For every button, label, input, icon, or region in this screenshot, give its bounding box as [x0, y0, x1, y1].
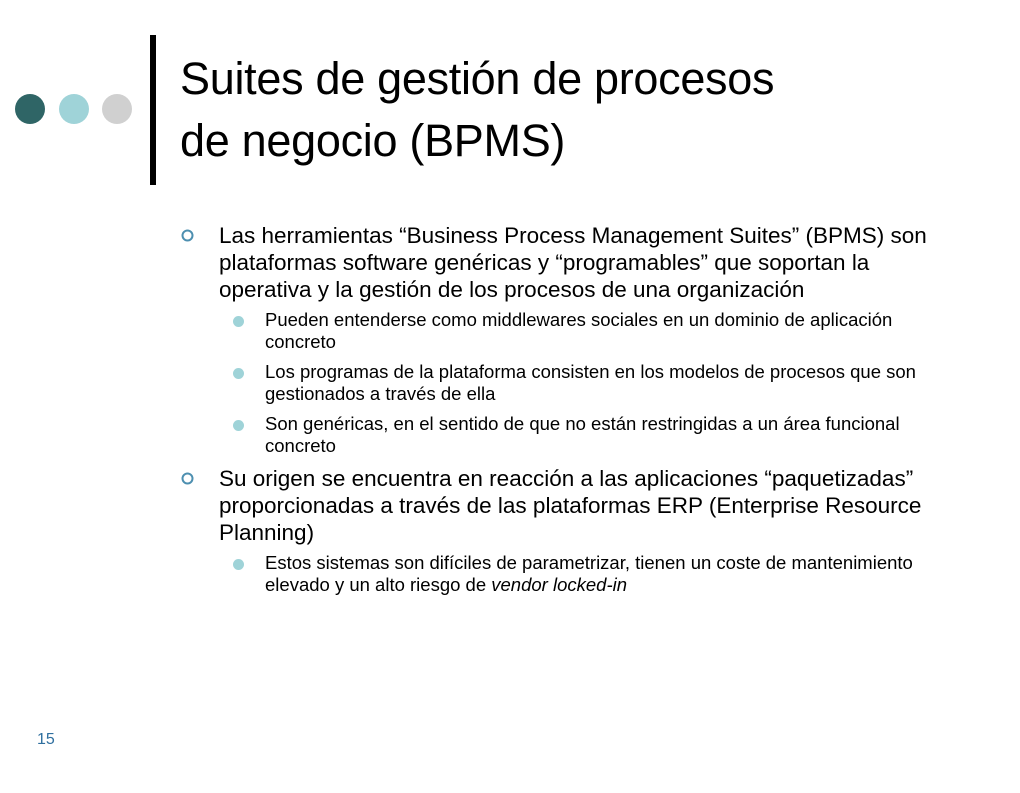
- slide-title-line-1: Suites de gestión de procesos: [180, 53, 775, 104]
- sub-bullet-italic-term: vendor locked-in: [491, 574, 628, 595]
- slide-title: [180, 48, 1000, 172]
- filled-circle-icon: [233, 420, 244, 431]
- sub-bullet-erp-drawbacks: [180, 552, 960, 596]
- sub-bullet-text: Pueden entenderse como middlewares sociales en un dominio de aplicación concreto: [265, 309, 893, 352]
- slide-body: [180, 222, 960, 604]
- dark-dot-icon: [15, 94, 45, 124]
- decorative-dots: [15, 94, 135, 126]
- sub-bullet-list: [180, 309, 960, 457]
- filled-circle-icon: [233, 368, 244, 379]
- sub-bullet-programs: [180, 361, 960, 405]
- open-circle-icon: [181, 472, 194, 485]
- bullet-bpms-origin: [180, 465, 960, 546]
- bullet-text: Las herramientas “Business Process Management Suites” (BPMS) son plataformas software genéricas y “programables” que soportan la operativa y la gestión de los procesos de una organización: [219, 223, 927, 302]
- open-circle-icon: [181, 229, 194, 242]
- sub-bullet-text: Los programas de la plataforma consisten en los modelos de procesos que son gestionados a través de ella: [265, 361, 916, 404]
- slide-title-line-2: de negocio (BPMS): [180, 115, 566, 166]
- sub-bullet-generic: [180, 413, 960, 457]
- sub-bullet-text: Son genéricas, en el sentido de que no están restringidas a un área funcional concreto: [265, 413, 900, 456]
- bullet-text: Su origen se encuentra en reacción a las aplicaciones “paquetizadas” proporcionadas a través de las plataformas ERP (Enterprise Resource Planning): [219, 466, 922, 545]
- sub-bullet-text: Estos sistemas son difíciles de parametrizar, tienen un coste de mantenimiento elevado y un alto riesgo de: [265, 552, 913, 595]
- sub-bullet-list: [180, 552, 960, 596]
- filled-circle-icon: [233, 559, 244, 570]
- filled-circle-icon: [233, 316, 244, 327]
- bullet-bpms-definition: [180, 222, 960, 303]
- title-divider: [150, 35, 156, 185]
- sub-bullet-middleware: [180, 309, 960, 353]
- teal-dot-icon: [59, 94, 89, 124]
- slide-number: 15: [37, 731, 55, 748]
- grey-dot-icon: [102, 94, 132, 124]
